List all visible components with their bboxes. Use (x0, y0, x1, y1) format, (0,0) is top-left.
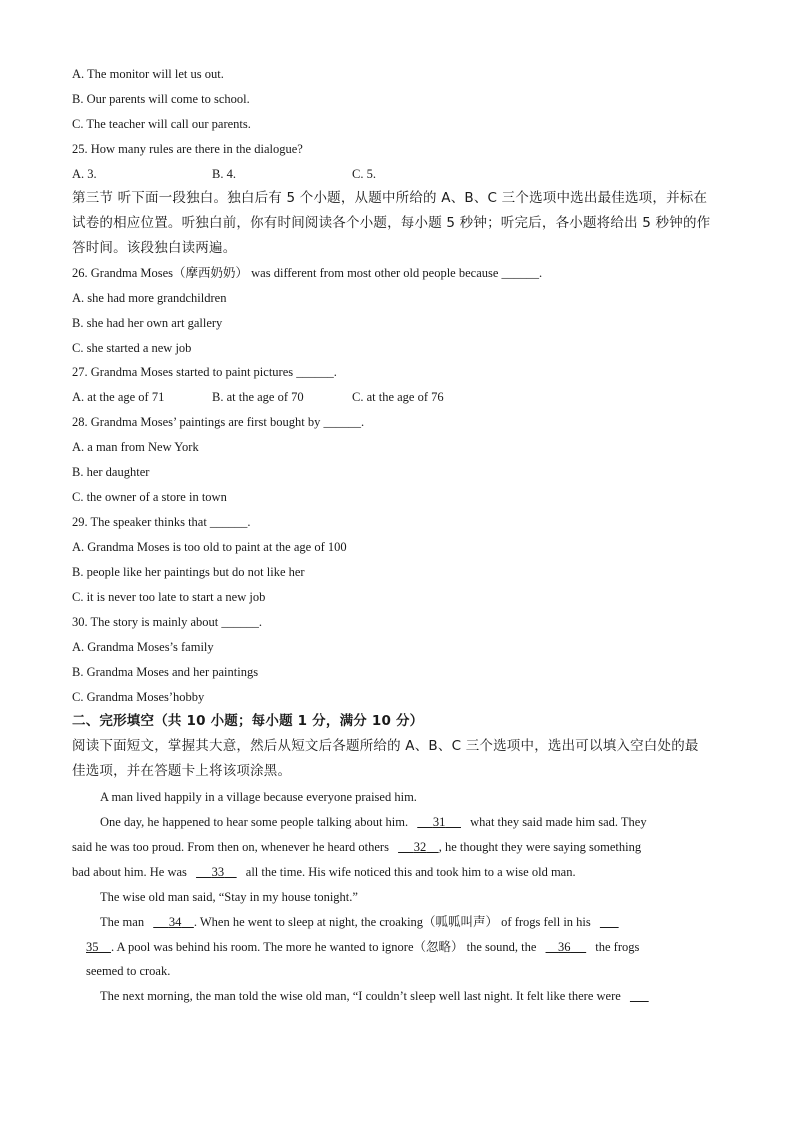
blank-number: 33 (211, 865, 225, 879)
q29-option-a: A. Grandma Moses is too old to paint at the age of 100 (72, 540, 347, 554)
blank-number: 35 (86, 940, 99, 954)
passage-text: the frogs (595, 940, 640, 954)
passage-text: The man (100, 915, 145, 929)
blank-36 (546, 940, 587, 954)
blank-37-start (630, 989, 649, 1003)
q25-option-c: C. 5. (352, 167, 376, 181)
passage-text: The next morning, the man told the wise old man, “I couldn’t sleep well last night. It felt like there were (100, 989, 621, 1003)
q29-option-b: B. people like her paintings but do not like her (72, 565, 305, 579)
q30-option-b: B. Grandma Moses and her paintings (72, 665, 259, 679)
passage-text: bad about him. He was (72, 865, 187, 879)
passage-p2-line3 (72, 864, 576, 880)
passage-text: said he was too proud. From then on, whenever he heard others (72, 840, 389, 854)
passage-text: . A pool was behind his room. The more he wanted to ignore（忽略） the sound, the (111, 940, 537, 954)
passage-text: One day, he happened to hear some people talking about him. (100, 815, 409, 829)
q26-option-b: B. she had her own art gallery (72, 316, 223, 330)
blank-number: 32 (413, 840, 427, 854)
q27-option-b: B. at the age of 70 (212, 390, 304, 404)
part2-instruction-line2: 佳选项，并在答题卡上将该项涂黑。 (72, 763, 292, 779)
part2-instruction-line1: 阅读下面短文，掌握其大意，然后从短文后各题所给的 A、B、C 三个选项中，选出可以填入空白处的最 (72, 738, 699, 754)
section3-instruction-line3: 答时间。该段独白读两遍。 (72, 240, 237, 256)
blank-number: 31 (432, 815, 446, 829)
q25-option-a: A. 3. (72, 167, 97, 181)
passage-p2-line2 (72, 839, 641, 855)
q29-stem: 29. The speaker thinks that ______. (72, 515, 251, 529)
q28-stem: 28. Grandma Moses’ paintings are first bought by ______. (72, 415, 365, 429)
passage-p2-line1 (100, 814, 647, 830)
q30-option-a: A. Grandma Moses’s family (72, 640, 214, 654)
q25-stem: 25. How many rules are there in the dialogue? (72, 142, 303, 156)
section3-instruction-line1: 第三节 听下面一段独白。独白后有 5 个小题，从题中所给的 A、B、C 三个选项中选出最佳选项，并标在 (72, 190, 708, 206)
part2-heading: 二、完形填空（共 10 小题；每小题 1 分，满分 10 分） (72, 713, 424, 729)
passage-text: . When he went to sleep at night, the croaking（呱呱叫声） of frogs fell in his (193, 915, 591, 929)
q26-option-c: C. she started a new job (72, 341, 192, 355)
q24-option-c: C. The teacher will call our parents. (72, 117, 251, 131)
section3-instruction-line2: 试卷的相应位置。听独白前，你有时间阅读各个小题，每小题 5 秒钟；听完后，各小题将给出 5 秒钟的作 (72, 215, 711, 231)
blank-32 (398, 840, 439, 854)
blank-35-start (600, 915, 619, 929)
passage-p3: The wise old man said, “Stay in my house tonight.” (100, 890, 358, 904)
blank-number: 34 (168, 915, 182, 929)
passage-p1: A man lived happily in a village because everyone praised him. (100, 790, 417, 804)
q28-option-c: C. the owner of a store in town (72, 490, 227, 504)
q24-option-a: A. The monitor will let us out. (72, 67, 224, 81)
q27-option-c: C. at the age of 76 (352, 390, 444, 404)
q29-option-c: C. it is never too late to start a new job (72, 590, 266, 604)
q30-stem: 30. The story is mainly about ______. (72, 615, 263, 629)
q28-option-a: A. a man from New York (72, 440, 199, 454)
blank-31 (417, 815, 461, 829)
q27-option-a: A. at the age of 71 (72, 390, 165, 404)
passage-text: , he thought they were saying something (438, 840, 642, 854)
blank-34 (153, 915, 194, 929)
passage-p4-line2 (86, 939, 639, 955)
q24-option-b: B. Our parents will come to school. (72, 92, 250, 106)
q30-option-c: C. Grandma Moses’hobby (72, 690, 205, 704)
q28-option-b: B. her daughter (72, 465, 150, 479)
q26-option-a: A. she had more grandchildren (72, 291, 227, 305)
blank-number: 36 (558, 940, 571, 954)
q25-option-b: B. 4. (212, 167, 236, 181)
passage-p4-line3: seemed to croak. (86, 964, 171, 978)
q27-stem: 27. Grandma Moses started to paint pictures ______. (72, 365, 337, 379)
passage-text: all the time. His wife noticed this and took him to a wise old man. (245, 865, 576, 879)
passage-text: what they said made him sad. They (470, 815, 647, 829)
q26-stem: 26. Grandma Moses（摩西奶奶） was different from most other old people because ______. (72, 266, 543, 280)
passage-p4-line1 (100, 914, 619, 930)
blank-33 (196, 865, 237, 879)
blank-35 (86, 940, 111, 954)
passage-p5 (100, 988, 649, 1004)
